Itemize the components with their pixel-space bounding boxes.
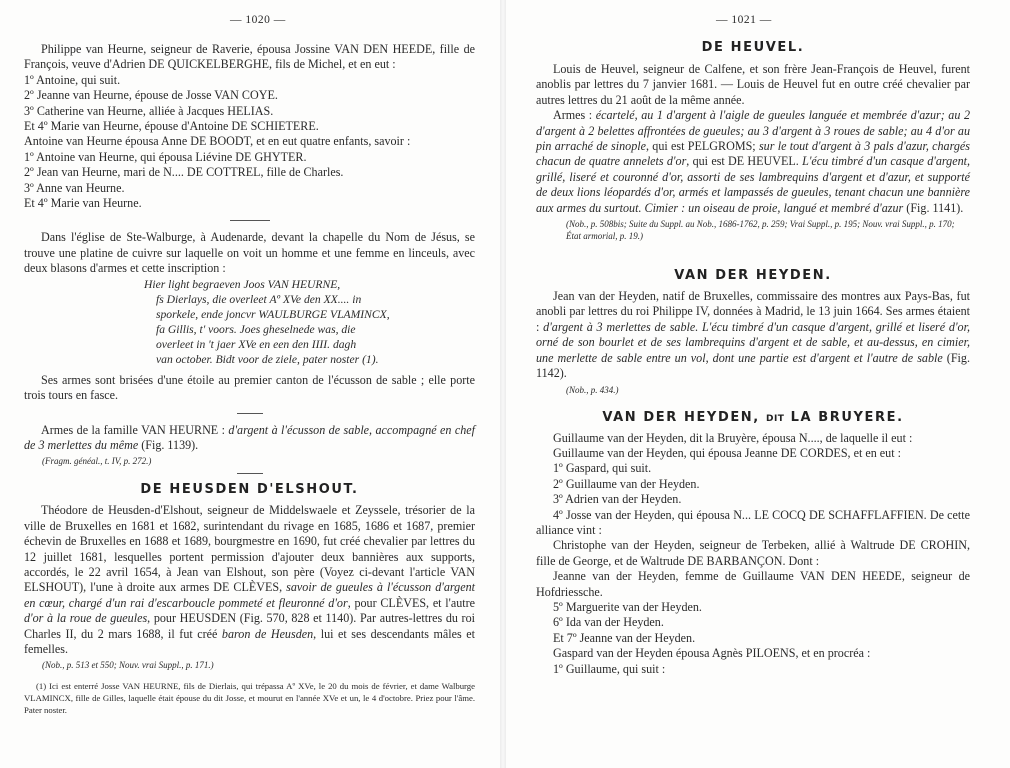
heusden-text: , pour CLÈVES, et l'autre (347, 595, 475, 610)
van-heurne-intro: Philippe van Heurne, seigneur de Raverie, épousa Jossine VAN DEN HEEDE, fille de François, veuve d'Adrien DE QUICKELBERGHE, fils de Michel, et en eut : (24, 42, 475, 72)
heading-de-heusden: DE HEUSDEN D'ELSHOUT. (140, 482, 359, 498)
inscription (24, 277, 475, 367)
arms-blazon: d'argent à 3 merlettes de sable. L'écu timbré d'un casque d'argent, grillé et liseré d'or, orné de son bourlet et de ses lambrequins d'argent et de sable, et au-dessus, en cimier, une merlette de sable entre un vol, dont une partie est d'argent et l'autre de sable (536, 319, 970, 365)
heading-dit: DIT (765, 413, 785, 424)
list-item: 2º Jeanne van Heurne, épouse de Josse VAN COYE. (24, 88, 278, 103)
section-divider (237, 413, 263, 414)
de-heuvel-arms (536, 108, 970, 216)
list-item: Guillaume van der Heyden, qui épousa Jeanne DE CORDES, et en eut : (553, 445, 901, 460)
source-reference: (Nob., p. 508bis; Suite du Suppl. au Nob., 1686-1762, p. 259; Vrai Suppl., p. 195; Nouv. vrai Suppl., p. 170; État armorial, p. 19.) (566, 219, 955, 242)
arms-blazon: sur le tout d'argent à 3 pals d'azur, chargés chacun de quatre annelets d'or (536, 139, 970, 169)
left-page-number: — 1020 — (230, 14, 286, 26)
list-item: 3º Adrien van der Heyden. (553, 492, 682, 507)
armes-brisees-paragraph: Ses armes sont brisées d'une étoile au premier canton de l'écusson de sable ; elle porte trois tours en fasce. (24, 372, 475, 403)
heading-van-der-heyden-la-bruyere (536, 410, 970, 425)
list-item: 1º Guillaume, qui suit : (553, 661, 666, 676)
list-item: Guillaume van der Heyden, dit la Bruyère, épousa N...., de laquelle il eut : (553, 430, 913, 445)
heading-van-der-heyden: VAN DER HEYDEN. (674, 268, 832, 284)
figure-ref: (Fig. 1139). (138, 437, 199, 452)
source-reference: (Nob., p. 513 et 550; Nouv. vrai Suppl., p. 171.) (42, 660, 214, 671)
left-page-body (0, 42, 500, 716)
arms-blazon: écartelé, au 1 d'argent à l'aigle de gueules languée et membrée d'azur; au 2 d'argent à 2 belettes affrontées de gueules; au 3 d'argent à 3 roues de sable; au 4 d'or au pin arraché de sinople (536, 108, 970, 154)
list-item: Et 7º Jeanne van der Heyden. (553, 630, 696, 645)
figure-ref: (Fig. 1141). (903, 200, 964, 215)
figure-ref: (Fig. 1142). (536, 350, 970, 381)
section-divider (237, 473, 263, 474)
list-item: 5º Marguerite van der Heyden. (553, 599, 702, 614)
inscription-line: sporkele, ende joncvr WAULBURGE VLAMINCX, (156, 307, 390, 321)
arms-text: , qui est PELGROMS; (645, 139, 759, 154)
van-der-heyden-paragraph (536, 289, 970, 381)
van-heurne-arms (24, 423, 475, 454)
walburge-paragraph: Dans l'église de Ste-Walburge, à Audenarde, devant la chapelle du Nom de Jésus, se trouve une platine de cuivre sur laquelle on voit un homme et une femme en linceuls, avec deux blasons d'armes et cette inscription : (24, 230, 475, 276)
right-page-body (506, 40, 1010, 677)
arms-label: Armes de la famille VAN HEURNE : (41, 422, 229, 437)
source-reference: (Fragm. généal., t. IV, p. 272.) (42, 456, 152, 467)
arms-blazon: d'argent à l'écusson de sable, accompagné en chef de 3 merlettes du même (24, 422, 475, 452)
list-item: 1º Antoine van Heurne, qui épousa Liévine DE GHYTER. (24, 149, 307, 164)
source-reference: (Nob., p. 434.) (566, 384, 619, 395)
heading-part: VAN DER HEYDEN, (602, 409, 760, 425)
arms-blazon: L'écu timbré d'un casque d'argent, grillé, liseré et couronné d'or, assorti de ses lambrequins d'argent et d'azur, et supporté de deux lions léopardés d'or, armés et lampassés de gueules, tenant chacun une bannière aux armes du surtout. Cimier : un oiseau de proie, langué et membré d'azur (536, 154, 970, 215)
antoine-paragraph: Antoine van Heurne épousa Anne DE BOODT, et en eut quatre enfants, savoir : (24, 134, 411, 149)
list-item: 6º Ida van der Heyden. (553, 615, 664, 630)
list-item: Et 4º Marie van Heurne, épouse d'Antoine DE SCHIETERE. (24, 119, 319, 134)
list-item: 3º Catherine van Heurne, alliée à Jacques HELIAS. (24, 103, 274, 118)
heading-part: LA BRUYERE. (790, 409, 904, 425)
right-page-number: — 1021 — (716, 14, 772, 26)
list-item: 1º Antoine, qui suit. (24, 72, 121, 87)
inscription-line: fa Gillis, t' voors. Joes gheselnede was, die (156, 322, 356, 336)
heusden-text: , lui et ses descendants mâles et femelles. (24, 626, 475, 656)
list-item: 4º Josse van der Heyden, qui épousa N... LE COCQ DE SCHAFFLAFFIEN. De cette alliance vint : (536, 507, 970, 537)
left-page (0, 0, 500, 768)
arms-label: Armes : (553, 108, 596, 123)
right-page (506, 0, 1010, 768)
inscription-line: Hier light begraeven Joos VAN HEURNE, (144, 277, 341, 291)
cleves-blazon: savoir de gueules à l'écusson d'argent en cœur, chargé d'un rai d'escarboucle pommeté et fleuronné d'or (24, 580, 475, 610)
baron-title: baron de Heusden (221, 626, 314, 641)
footnote-text: (1) Ici est enterré Josse VAN HEURNE, fils de Dierlais, qui trépassa Aº XVe, le 20 du mois de février, et dame Walburge VLAMINCX, fille de Gilles, laquelle était épouse du dit Josse, et mourut en l'année XVe et un, le 4 d'octobre. Priez pour l'âme. Pater noster. (24, 681, 475, 715)
inscription-line: overleet in 't jaer XVe en een den IIII. dagh (156, 337, 357, 351)
inscription-line: fs Dierlays, die overleet Aº XVe den XX.... in (156, 292, 362, 306)
list-item: Gaspard van der Heyden épousa Agnès PILOENS, et en procréa : (553, 646, 871, 661)
heusden-text: Théodore de Heusden-d'Elshout, seigneur de Middelswaele et Zeyssele, trésorier de la ville de Bruxelles en 1681 et 1682, surintendant du rivage en 1685, 1686 et 1687, premier échevin de Bruxelles en 1688 et 1689, bourgmestre en 1690, fut créé chevalier par lettres du 12 juillet 1681, lesquelles portent permission d'ajouter deux bannières aux supports, accordés, le 22 avril 1654, à Jean van Elshout, son père (Voyez ci-devant l'article VAN ELSHOUT), l'une à droite aux armes DE CLÈVES, (24, 503, 475, 595)
list-item: 1º Gaspard, qui suit. (553, 461, 652, 476)
inscription-line: van october. Bidt voor de ziele, pater noster (1). (156, 352, 379, 366)
list-item: 2º Jean van Heurne, mari de N.... DE COTTREL, fille de Charles. (24, 165, 344, 180)
heading-de-heuvel: DE HEUVEL. (701, 40, 805, 55)
list-item: Et 4º Marie van Heurne. (24, 196, 142, 211)
section-divider (230, 220, 270, 221)
footnote (24, 681, 475, 716)
list-item: 2º Guillaume van der Heyden. (553, 476, 700, 491)
list-item: 3º Anne van Heurne. (24, 180, 125, 195)
de-heuvel-paragraph: Louis de Heuvel, seigneur de Calfene, et son frère Jean-François de Heuvel, furent anoblis par lettres du 7 janvier 1681. — Louis de Heuvel fut en outre créé chevalier par autres lettres du 21 août de la même année. (536, 62, 970, 107)
heyden-text: Jean van der Heyden, natif de Bruxelles, commissaire des montres aux Pays-Bas, fut anobli par lettres du roi Philippe IV, données à Madrid, le 13 juin 1664. Ses armes étaient : (536, 289, 970, 334)
list-item: Christophe van der Heyden, seigneur de Terbeken, allié à Waltrude DE CROHIN, fille de George, et de Waltrude DE BARBANÇON. Dont : (536, 538, 970, 568)
arms-text: , qui est DE HEUVEL. (686, 154, 803, 169)
heusden-paragraph (24, 503, 475, 657)
heusden-blazon: d'or à la roue de gueules (24, 611, 148, 626)
heusden-text: , pour HEUSDEN (Fig. 570, 828 et 1140). Par autres-lettres du roi Charles II, du 2 mars 1688, il fut créé (24, 611, 475, 641)
list-item: Jeanne van der Heyden, femme de Guillaume VAN DEN HEEDE, seigneur de Hofdriessche. (536, 569, 970, 599)
